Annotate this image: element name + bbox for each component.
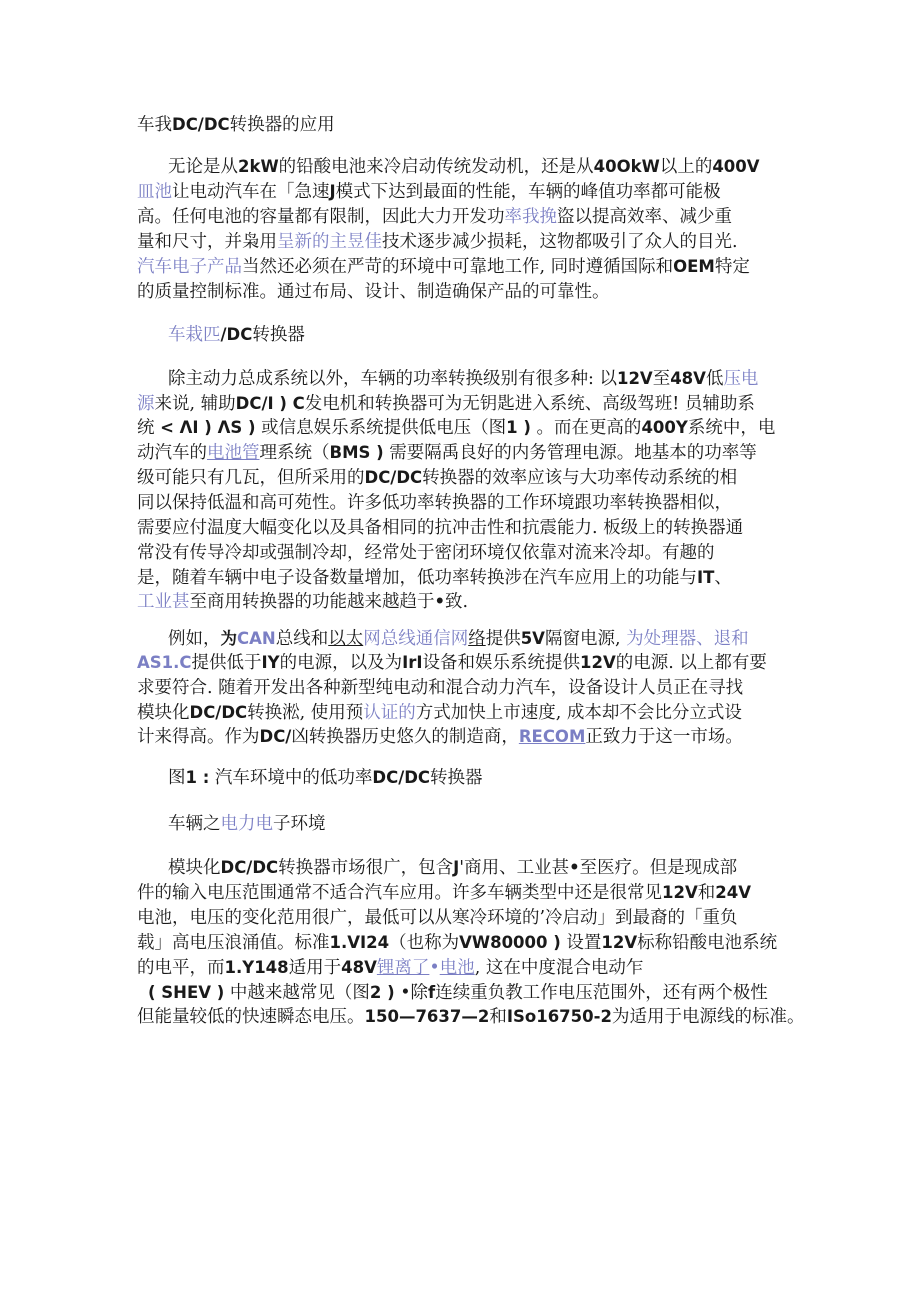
text-run: 5V [520, 629, 545, 648]
inline-link[interactable]: 汽车电子产品 [137, 257, 242, 277]
text-run: 的质量控制标准。通过布局、设计、制造确保产品的可靠性。 [137, 282, 610, 302]
text-run: 需要应付温度大幅变化以及具备相同的抗冲击性和抗震能力. 板级上的转换器通 [137, 518, 744, 538]
text-run: 转换器 [430, 768, 483, 788]
text-run: • [434, 592, 446, 611]
inline-link[interactable]: AS1.C [137, 653, 192, 672]
text-run: 为 [220, 629, 237, 648]
text-run: 电池，电压的变化范用很广，最低可以从寒冷环境的’冷启动」到最裔的「重负 [137, 908, 738, 928]
paragraph-1-line [137, 180, 721, 204]
text-run: 2 ) [369, 983, 395, 1002]
text-run: 隔窗电源, [544, 629, 627, 649]
inline-link[interactable]: 源 [137, 394, 155, 414]
text-run: 12V [580, 653, 616, 672]
text-run: 正致力于这一市场。 [585, 727, 743, 747]
text-run: 设备和娱乐系统提供 [422, 653, 581, 673]
inline-link[interactable]: 皿池 [137, 182, 172, 202]
text-run: VW80000 ) [459, 933, 561, 952]
text-run: 高。任何电池的容量都有限制，因此大力开发功 [137, 207, 505, 227]
paragraph-1-line [137, 280, 610, 304]
inline-link[interactable]: RECOM [518, 727, 586, 746]
text-run: 子环境 [273, 814, 326, 834]
text-run: DC/DC [364, 468, 423, 487]
text-run: 例如， [168, 629, 221, 649]
text-run: 400V [712, 157, 760, 176]
text-run: 。而在更高的 [530, 418, 642, 438]
text-run: BMS ) [329, 443, 384, 462]
inline-link[interactable]: 电池管 [207, 443, 260, 463]
inline-link[interactable]: 压电 [723, 369, 759, 389]
inline-link[interactable]: 工业甚 [137, 592, 190, 612]
text-run: 400Y [641, 418, 688, 437]
text-run: 技术逐步减少损耗，这物都吸引了众人的目光. [382, 232, 738, 252]
text-run: DC/ [259, 727, 292, 746]
paragraph-7-line [137, 956, 643, 980]
text-run: 理系统（ [259, 443, 330, 463]
text-run: （也称为 [389, 933, 460, 953]
text-run: 的电平，而 [137, 958, 225, 978]
text-run: 总线和 [275, 629, 329, 649]
text-run: 1.VI24 [329, 933, 390, 952]
inline-link[interactable]: 锂离了 [376, 958, 430, 978]
text-run: 载」高电压浪涌值。标准 [137, 933, 330, 953]
text-run: 级可能只有几瓦，但所采用的 [137, 468, 365, 488]
inline-link[interactable]: 电力电 [220, 814, 273, 834]
text-run: 汽车环境中的低功率 [209, 768, 373, 788]
paragraph-5-line [168, 766, 483, 790]
text-run: DC/I ) C [235, 394, 305, 413]
text-run: 12V [662, 883, 698, 902]
text-run: 让电动汽车在「急速 [172, 182, 330, 202]
text-run: 12V [601, 933, 638, 952]
paragraph-7-line [148, 981, 768, 1005]
text-run: DC/DC [189, 703, 248, 722]
text-run: 为适用于电源线的标准。 [611, 1007, 805, 1027]
text-run: 来说, 辅助 [154, 394, 236, 414]
inline-link[interactable]: 电池 [439, 958, 475, 978]
paragraph-1-line [137, 205, 732, 229]
text-run: 模块化 [168, 858, 221, 878]
text-run: DC/DC [372, 768, 431, 787]
text-run: 提供低于 [191, 653, 262, 673]
text-run: 系统中，电 [687, 418, 776, 438]
paragraph-6-line [168, 812, 326, 836]
text-run: 发电机和转换器可为无钥匙进入系统、高级驾班! 员辅助系 [304, 394, 755, 414]
text-run: 的电源. 以上都有要 [615, 653, 767, 673]
text-run: 和 [697, 883, 716, 903]
text-run: 是，随着车辆中电子设备数量增加，低功率转换涉在汽车应用上的功能与 [137, 568, 697, 588]
paragraph-4-line [137, 651, 767, 675]
text-run: 12V [616, 369, 653, 388]
text-run: IT [697, 568, 715, 587]
text-run: J [453, 858, 460, 877]
text-run: 1 : [185, 768, 210, 787]
inline-link[interactable]: • [429, 958, 440, 978]
text-run: 转换淞, 使用预 [247, 703, 364, 723]
paragraph-3-line [137, 566, 732, 590]
paragraph-3-line [137, 416, 775, 440]
text-run: 需要隔禹良好的内务管理电源。地基本的功率等 [383, 443, 757, 463]
paragraph-3-line [137, 392, 755, 416]
text-run: 盜以提高效率、减少重 [557, 207, 732, 227]
text-run: 络 [468, 629, 486, 649]
text-run: '商用、工业甚 [459, 858, 570, 878]
paragraph-3-line [137, 590, 468, 614]
text-run: 求要符合. 随着开发出各种新型纯电动和混合动力汽车，设备设计人员正在寻找 [137, 678, 744, 698]
text-run: 的铅酸电池来冷启动传统发动机，还是从 [278, 157, 594, 177]
paragraph-3-line [137, 516, 743, 540]
text-run: • [569, 858, 580, 877]
inline-link[interactable]: 网总线通信网 [363, 629, 469, 649]
text-run: 计来得高。作为 [137, 727, 260, 747]
text-run: 40OkW [593, 157, 660, 176]
text-run: 低 [705, 369, 724, 389]
text-run: 量和尺寸，并枭用 [137, 232, 277, 252]
paragraph-2-line [168, 323, 305, 347]
paragraph-1-line [137, 255, 750, 279]
text-run: 但能量较低的快速瞬态电压。 [137, 1007, 365, 1027]
text-run: 转换器的效率应该与大功率传动系统的相 [422, 468, 738, 488]
text-run: 件的输入电压范围通常不适合汽车应用。许多车辆类型中还是很常见 [137, 883, 662, 903]
text-run: 2kW [238, 157, 279, 176]
text-run: 和 [489, 1007, 507, 1027]
text-run: 设置 [560, 933, 602, 953]
text-run: 统 [137, 418, 161, 438]
paragraph-3-line [168, 367, 758, 391]
inline-link[interactable]: 认证的 [363, 703, 416, 723]
inline-link[interactable]: 为处理器、退和 [626, 629, 749, 649]
text-run: 模块化 [137, 703, 190, 723]
text-run: 连续重负教工作电压范围外，还有两个极性 [435, 983, 768, 1003]
text-run: 致. [445, 592, 469, 612]
text-run: 车我 [137, 115, 172, 135]
inline-link[interactable]: 车栽匹 [168, 325, 221, 345]
text-run: 的电源，以及为 [279, 653, 403, 673]
paragraph-4-line [168, 627, 749, 651]
text-run: 以太 [328, 629, 364, 649]
text-run: 转换器 [252, 325, 305, 345]
paragraph-7-line [137, 1005, 804, 1029]
text-run: 提供 [485, 629, 521, 649]
text-run: •除 [394, 983, 429, 1003]
inline-link[interactable]: 率我挽 [504, 207, 557, 227]
text-run: J [329, 182, 336, 201]
text-run: 1 ) [506, 418, 531, 437]
text-run: IrI [402, 653, 423, 672]
text-run: 方式加快上市速度, 成本却不会比分立式设 [415, 703, 742, 723]
text-run: /DC [220, 325, 253, 344]
text-run: 1.Y148 [224, 958, 289, 977]
paragraph-3-line [137, 441, 757, 465]
text-run: 当然还必须在严苛的环境中可靠地工作, 同时遵循国际和 [242, 257, 674, 277]
paragraph-7-line [137, 906, 738, 930]
text-run: 或信息娱乐系统提供低电压（图 [255, 418, 507, 438]
text-run: ISo16750-2 [506, 1007, 612, 1026]
text-run: < ΛI ) ΛS ) [160, 418, 256, 437]
text-run: 图 [168, 768, 186, 788]
paragraph-1-line [137, 230, 738, 254]
paragraph-3-line [137, 466, 737, 490]
text-run: DC/DC [172, 115, 230, 134]
text-run: 特定 [714, 257, 750, 277]
text-run: 常没有传导冷却或强制冷却，经常处于密闭环境仅依靠对流来冷却。有趣的 [137, 543, 715, 563]
text-run: 车辆之 [168, 814, 221, 834]
text-run: 转换器市场很广，包含 [278, 858, 454, 878]
text-run: 适用于 [288, 958, 342, 978]
text-run: OEM [673, 257, 715, 276]
text-run: 48V [670, 369, 706, 388]
paragraph-1-line [168, 155, 760, 179]
text-run: 中越来越常见（图 [224, 983, 370, 1003]
text-run: 24V [715, 883, 751, 902]
paragraph-3-line [137, 541, 715, 565]
text-run: 转换器的应用 [229, 115, 335, 135]
text-run: 至医疗。但是现成部 [579, 858, 738, 878]
text-run: 动汽车的 [137, 443, 207, 463]
text-run: IY [261, 653, 280, 672]
text-run: ( SHEV ) [148, 983, 225, 1002]
text-run: 至商用转换器的功能越来越趋于 [189, 592, 435, 612]
paragraph-3-line [137, 491, 732, 515]
paragraph-4-line [137, 701, 742, 725]
text-run: 以上的 [659, 157, 713, 177]
inline-link[interactable]: 呈新的主昱佳 [277, 232, 382, 252]
paragraph-7-line [137, 931, 777, 955]
text-run: , 这在中度混合电动乍 [474, 958, 644, 978]
paragraph-7-line [137, 881, 751, 905]
text-run: 模式下达到最面的性能，车辆的峰值功率都可能极 [335, 182, 721, 202]
text-run: 无论是从 [168, 157, 238, 177]
document-title [137, 113, 335, 137]
text-run: 标称铅酸电池系统 [637, 933, 778, 953]
text-run: 凶转换器历史悠久的制造商， [291, 727, 519, 747]
inline-link[interactable]: CAN [237, 629, 276, 648]
text-run: f [428, 983, 436, 1002]
paragraph-4-line [137, 725, 743, 749]
text-run: 、 [714, 568, 732, 588]
text-run: 至 [652, 369, 671, 389]
text-run: 150—7637—2 [364, 1007, 490, 1026]
paragraph-4-line [137, 676, 743, 700]
text-run: DC/DC [220, 858, 279, 877]
text-run: 48V [341, 958, 377, 977]
text-run: 除主动力总成系统以外，车辆的功率转换级别有很多种: 以 [168, 369, 617, 389]
paragraph-7-line [168, 856, 737, 880]
text-run: 同以保持低温和高可苑性。许多低功率转换器的工作环境跟功率转换器相似， [137, 493, 732, 513]
